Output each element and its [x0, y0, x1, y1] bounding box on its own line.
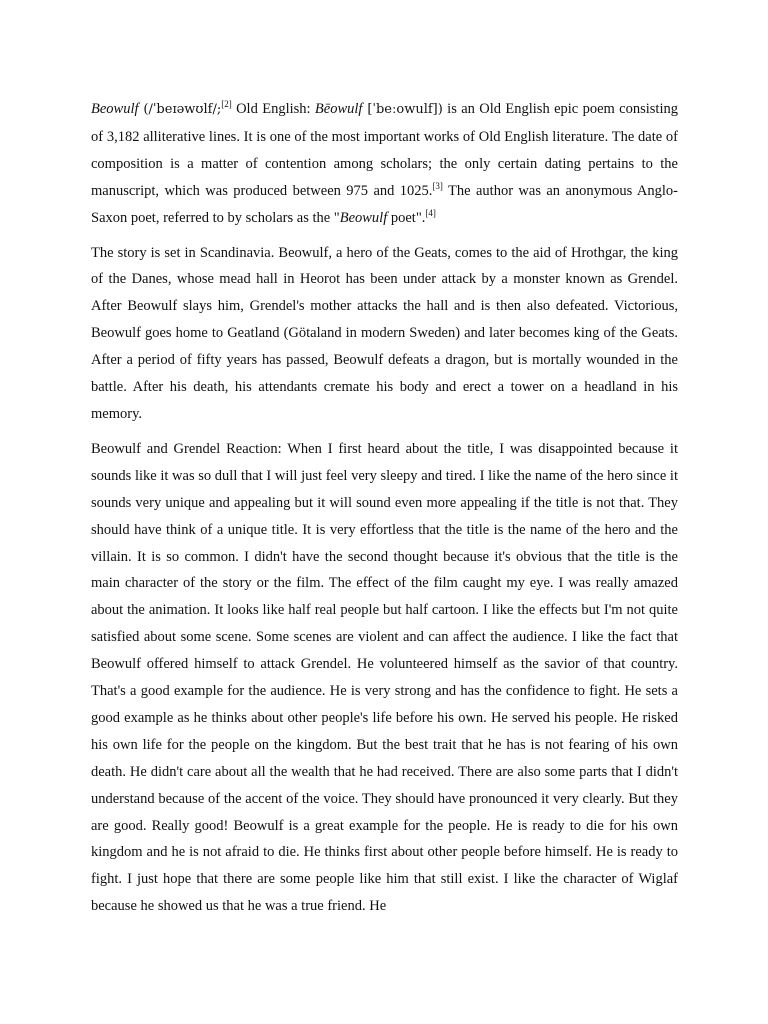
document-page [91, 96, 678, 928]
citation-2[interactable]: [2] [221, 99, 232, 110]
citation-3[interactable]: [3] [432, 180, 443, 191]
intro-text-2: The author was an anonymous Anglo-Saxon poet, referred to by scholars as the " [91, 182, 678, 226]
pronunciation: (/ˈbeɪəwʊlf/; [138, 102, 222, 117]
poet-title: Beowulf [339, 209, 388, 226]
paragraph-reaction: Beowulf and Grendel Reaction: When I first heard about the title, I was disappointed because it sounds like it was so dull that I will just feel very sleepy and tired. I like the name of the hero since it sounds very unique and appealing but it will sound even more appealing if the title is not that. They should have think of a unique title. It is very effortless that the title is the name of the hero and the villain. It is so common. I didn't have the second thought because it's obvious that the title is the main character of the story or the film. The effect of the film caught my eye. I was really amazed about the animation. It looks like half real people but half cartoon. I like the effects but I'm not quite satisfied about some scene. Some scenes are violent and can affect the audience. I like the fact that Beowulf offered himself to attack Grendel. He volunteered himself as the savior of that country. That's a good example for the audience. He is very strong and has the confidence to fight. He sets a good example as he thinks about other people's life before his own. He served his people. He risked his own life for the people on the kingdom. But the best trait that he has is not fearing of his own death. He didn't care about all the wealth that he had received. There are also some parts that I didn't understand because of the accent of the voice. They should have pronounced it very clearly. But they are good. Really good! Beowulf is a great example for the people. He is ready to die for his own kingdom and he is not afraid to die. He thinks first about other people before himself. He is ready to fight. I just hope that there are some people like him that still exist. I like the character of Wiglaf because he showed us that he was a true friend. He [91, 440, 678, 915]
paragraph-intro [91, 96, 678, 232]
intro-text-3: poet". [387, 209, 426, 226]
old-english-label: Old English: [231, 101, 315, 117]
title-beowulf: Beowulf [91, 101, 139, 117]
intro-text-1: is an Old English epic poem consisting of 3,182 alliterative lines. It is one of the most important works of Old English literature. The date of composition is a matter of contention among scholars; the only certain dating pertains to the manuscript, which was produced between 975 and 1025. [91, 101, 678, 199]
paragraph-story: The story is set in Scandinavia. Beowulf, a hero of the Geats, comes to the aid of Hrothgar, the king of the Danes, whose mead hall in Heorot has been under attack by a monster known as Grendel. After Beowulf slays him, Grendel's mother attacks the hall and is then also defeated. Victorious, Beowulf goes home to Geatland (Götaland in modern Sweden) and later becomes king of the Geats. After a period of fifty years has passed, Beowulf defeats a dragon, but is mortally wounded in the battle. After his death, his attendants cremate his body and erect a tower on a headland in his memory. [91, 244, 678, 422]
citation-4[interactable]: [4] [425, 207, 436, 218]
old-english-pronunciation: [ˈbeːowulf]) [362, 102, 443, 117]
old-english-name: Bēowulf [314, 101, 363, 117]
